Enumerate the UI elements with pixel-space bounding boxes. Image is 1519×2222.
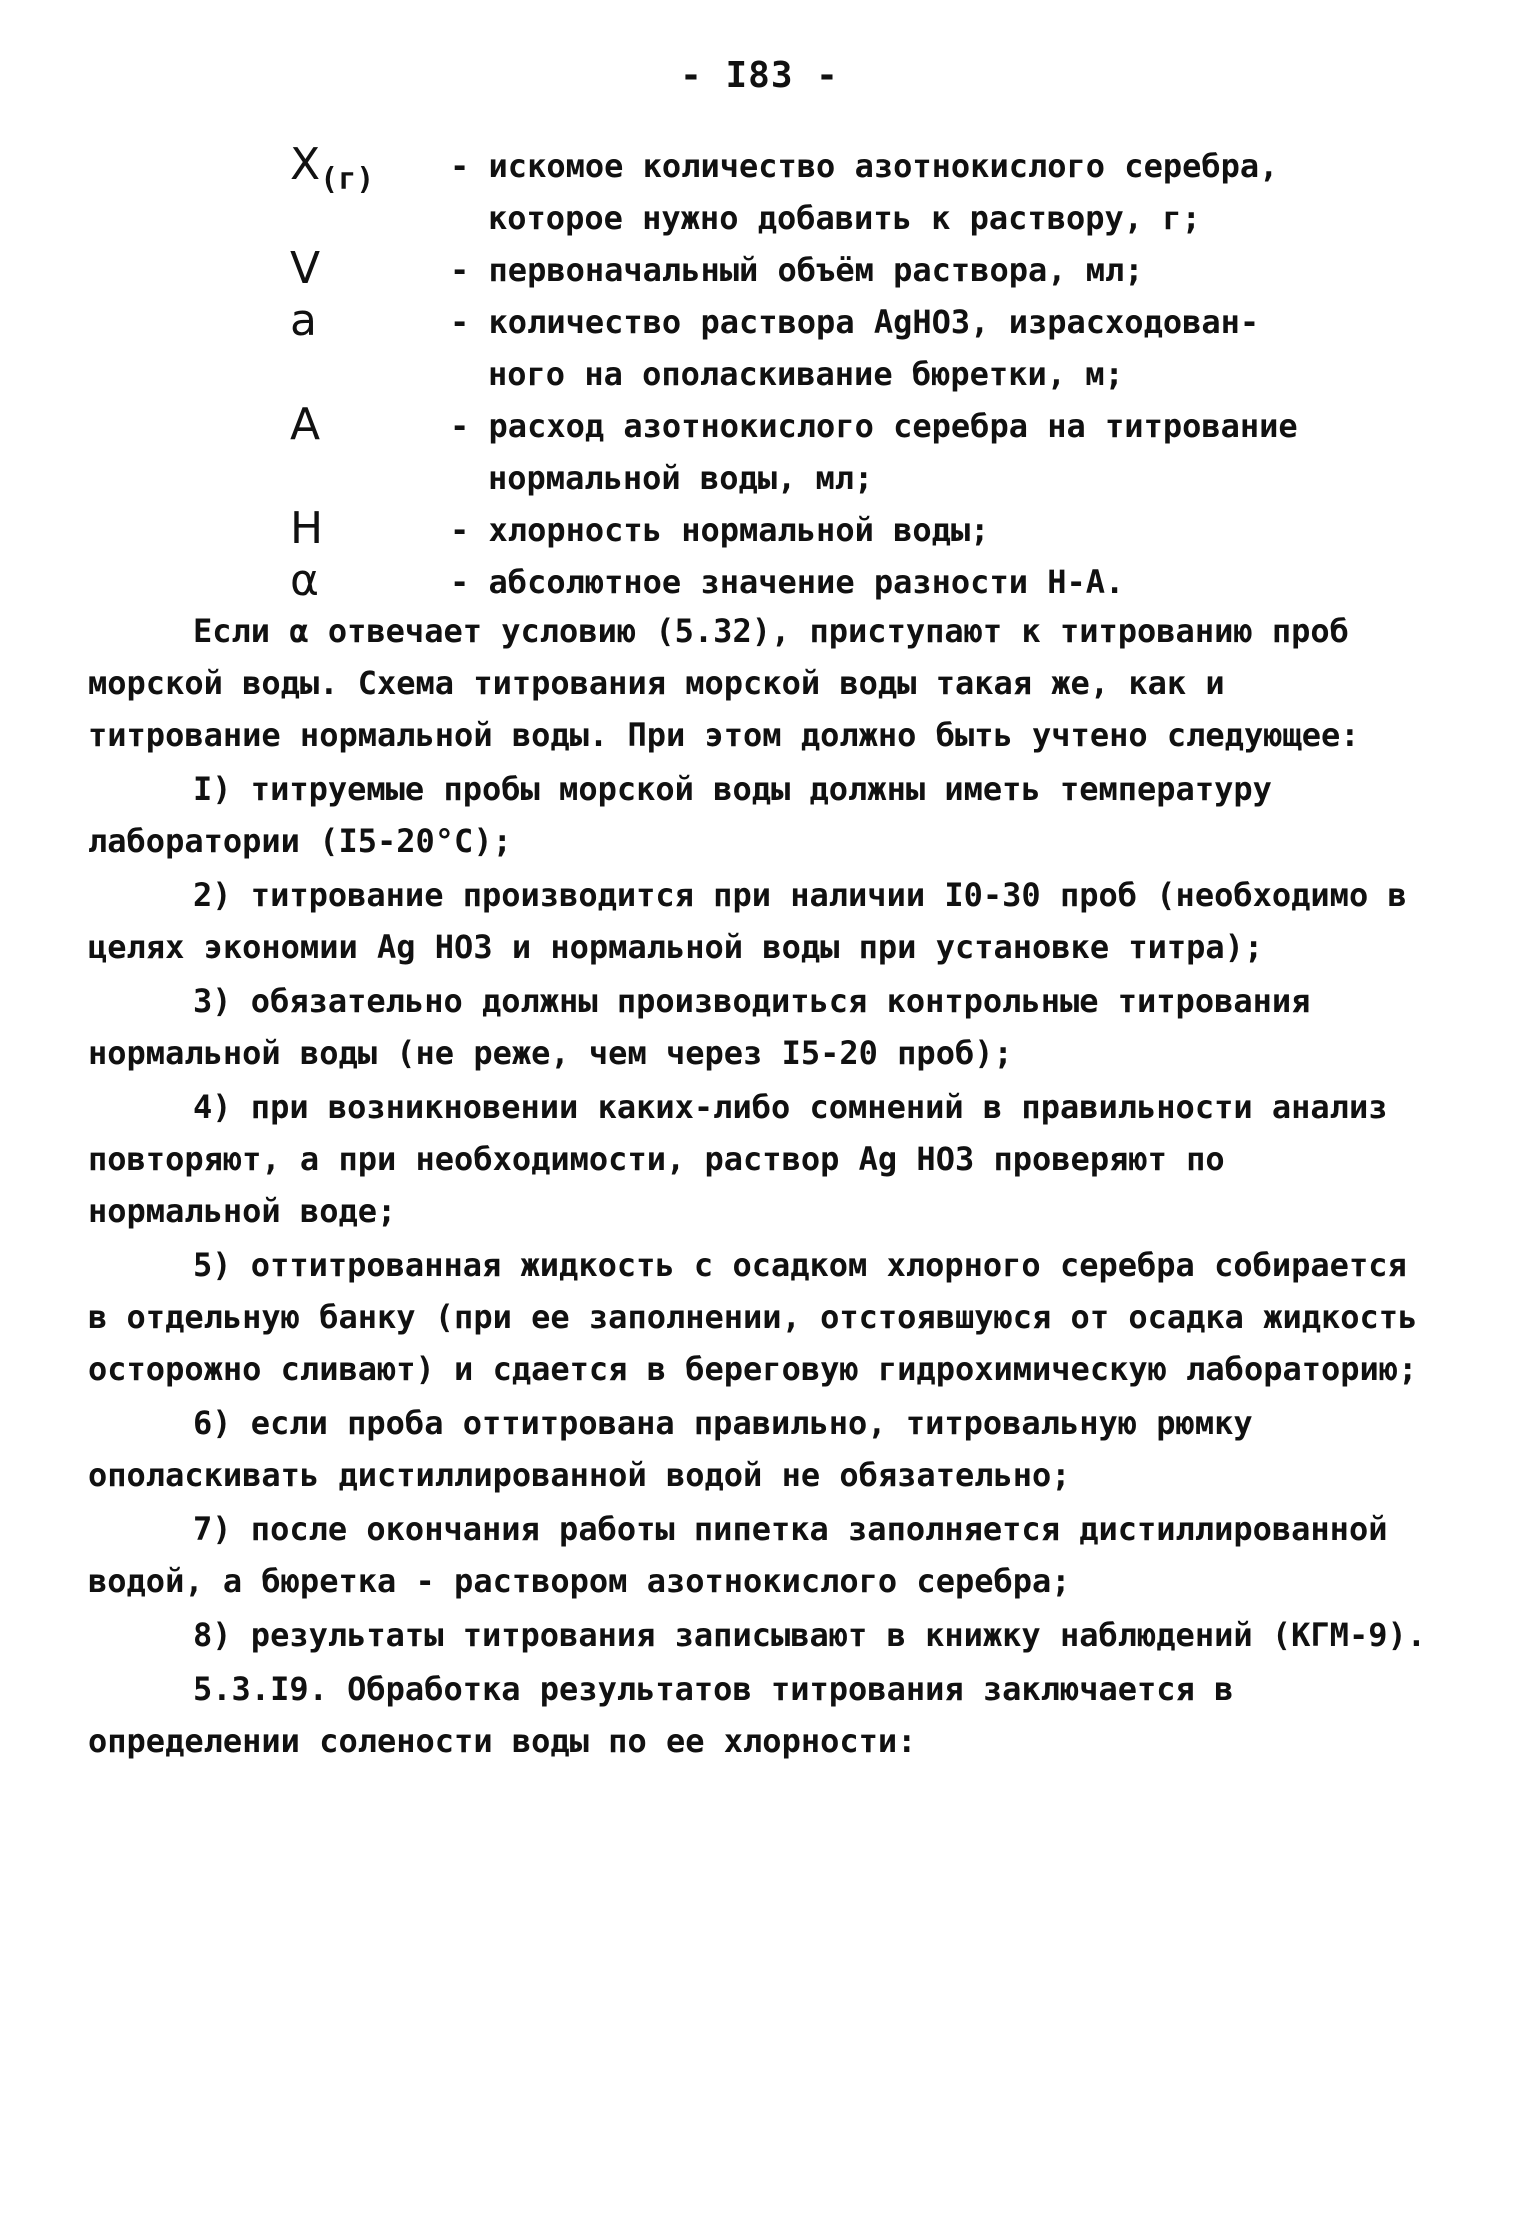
definition-symbol: A (290, 399, 321, 450)
definition-symbol: H (290, 503, 324, 554)
definition-symbol: $X_{(г)}$ (290, 139, 375, 197)
body-text (88, 605, 1433, 1767)
section-paragraph: 5.3.I9. Обработка результатов титрования заключается в определении солености воды по ее хлорности: (88, 1670, 1234, 1760)
definition-text: - хлорность нормальной воды; (450, 511, 990, 549)
definition-continuation: ного на ополаскивание бюретки, м; (488, 355, 1124, 393)
definition-text: - абсолютное значение разности H-A. (450, 563, 1125, 601)
list-item: 8) результаты титрования записывают в книжку наблюдений (КГМ-9). (193, 1616, 1426, 1654)
definition-symbol: V (290, 243, 321, 294)
definition-item (290, 140, 1420, 244)
definition-item (290, 400, 1420, 504)
definition-symbol: a (290, 295, 317, 346)
definitions-list (290, 140, 1420, 608)
definition-text: - количество раствора AgHO3, израсходован- (450, 303, 1260, 341)
list-item: 2) титрование производится при наличии I0-30 проб (необходимо в целях экономии Ag HO3 и нормальной воды при установке титра); (88, 876, 1407, 966)
definition-item (290, 504, 1420, 556)
list-item: 3) обязательно должны производиться контрольные титрования нормальной воды (не реже, чем через I5-20 проб); (88, 982, 1311, 1072)
list-item: 6) если проба оттитрована правильно, титровальную рюмку ополаскивать дистиллированной водой не обязательно; (88, 1404, 1253, 1494)
definition-text: - расход азотнокислого серебра на титрование (450, 407, 1298, 445)
definition-item (290, 244, 1420, 296)
definition-text: - первоначальный объём раствора, мл; (450, 251, 1144, 289)
list-item: 7) после окончания работы пипетка заполняется дистиллированной водой, а бюретка - раствором азотнокислого серебра; (88, 1510, 1388, 1600)
definition-continuation: нормальной воды, мл; (488, 459, 874, 497)
definition-item (290, 556, 1420, 608)
definition-text: - искомое количество азотнокислого серебра, (450, 147, 1279, 185)
list-item: 4) при возникновении каких-либо сомнений в правильности анализ повторяют, а при необходимости, раствор Ag HO3 проверяют по нормальной воде; (88, 1088, 1388, 1230)
list-item: 5) оттитрованная жидкость с осадком хлорного серебра собирается в отдельную банку (при ее заполнении, отстоявшуюся от осадка жидкость осторожно сливают) и сдается в береговую гидрохимическую лабораторию; (88, 1246, 1418, 1388)
definition-item (290, 296, 1420, 400)
intro-paragraph: Если α отвечает условию (5.32), приступают к титрованию проб морской воды. Схема титрования морской воды такая же, как и титрование нормальной воды. При этом должно быть учтено следующее: (88, 612, 1360, 754)
definition-continuation: которое нужно добавить к раствору, г; (488, 199, 1201, 237)
definition-symbol: α (290, 555, 320, 606)
list-item: I) титруемые пробы морской воды должны иметь температуру лаборатории (I5-20°C); (88, 770, 1272, 860)
page-number: - I83 - (680, 55, 839, 96)
